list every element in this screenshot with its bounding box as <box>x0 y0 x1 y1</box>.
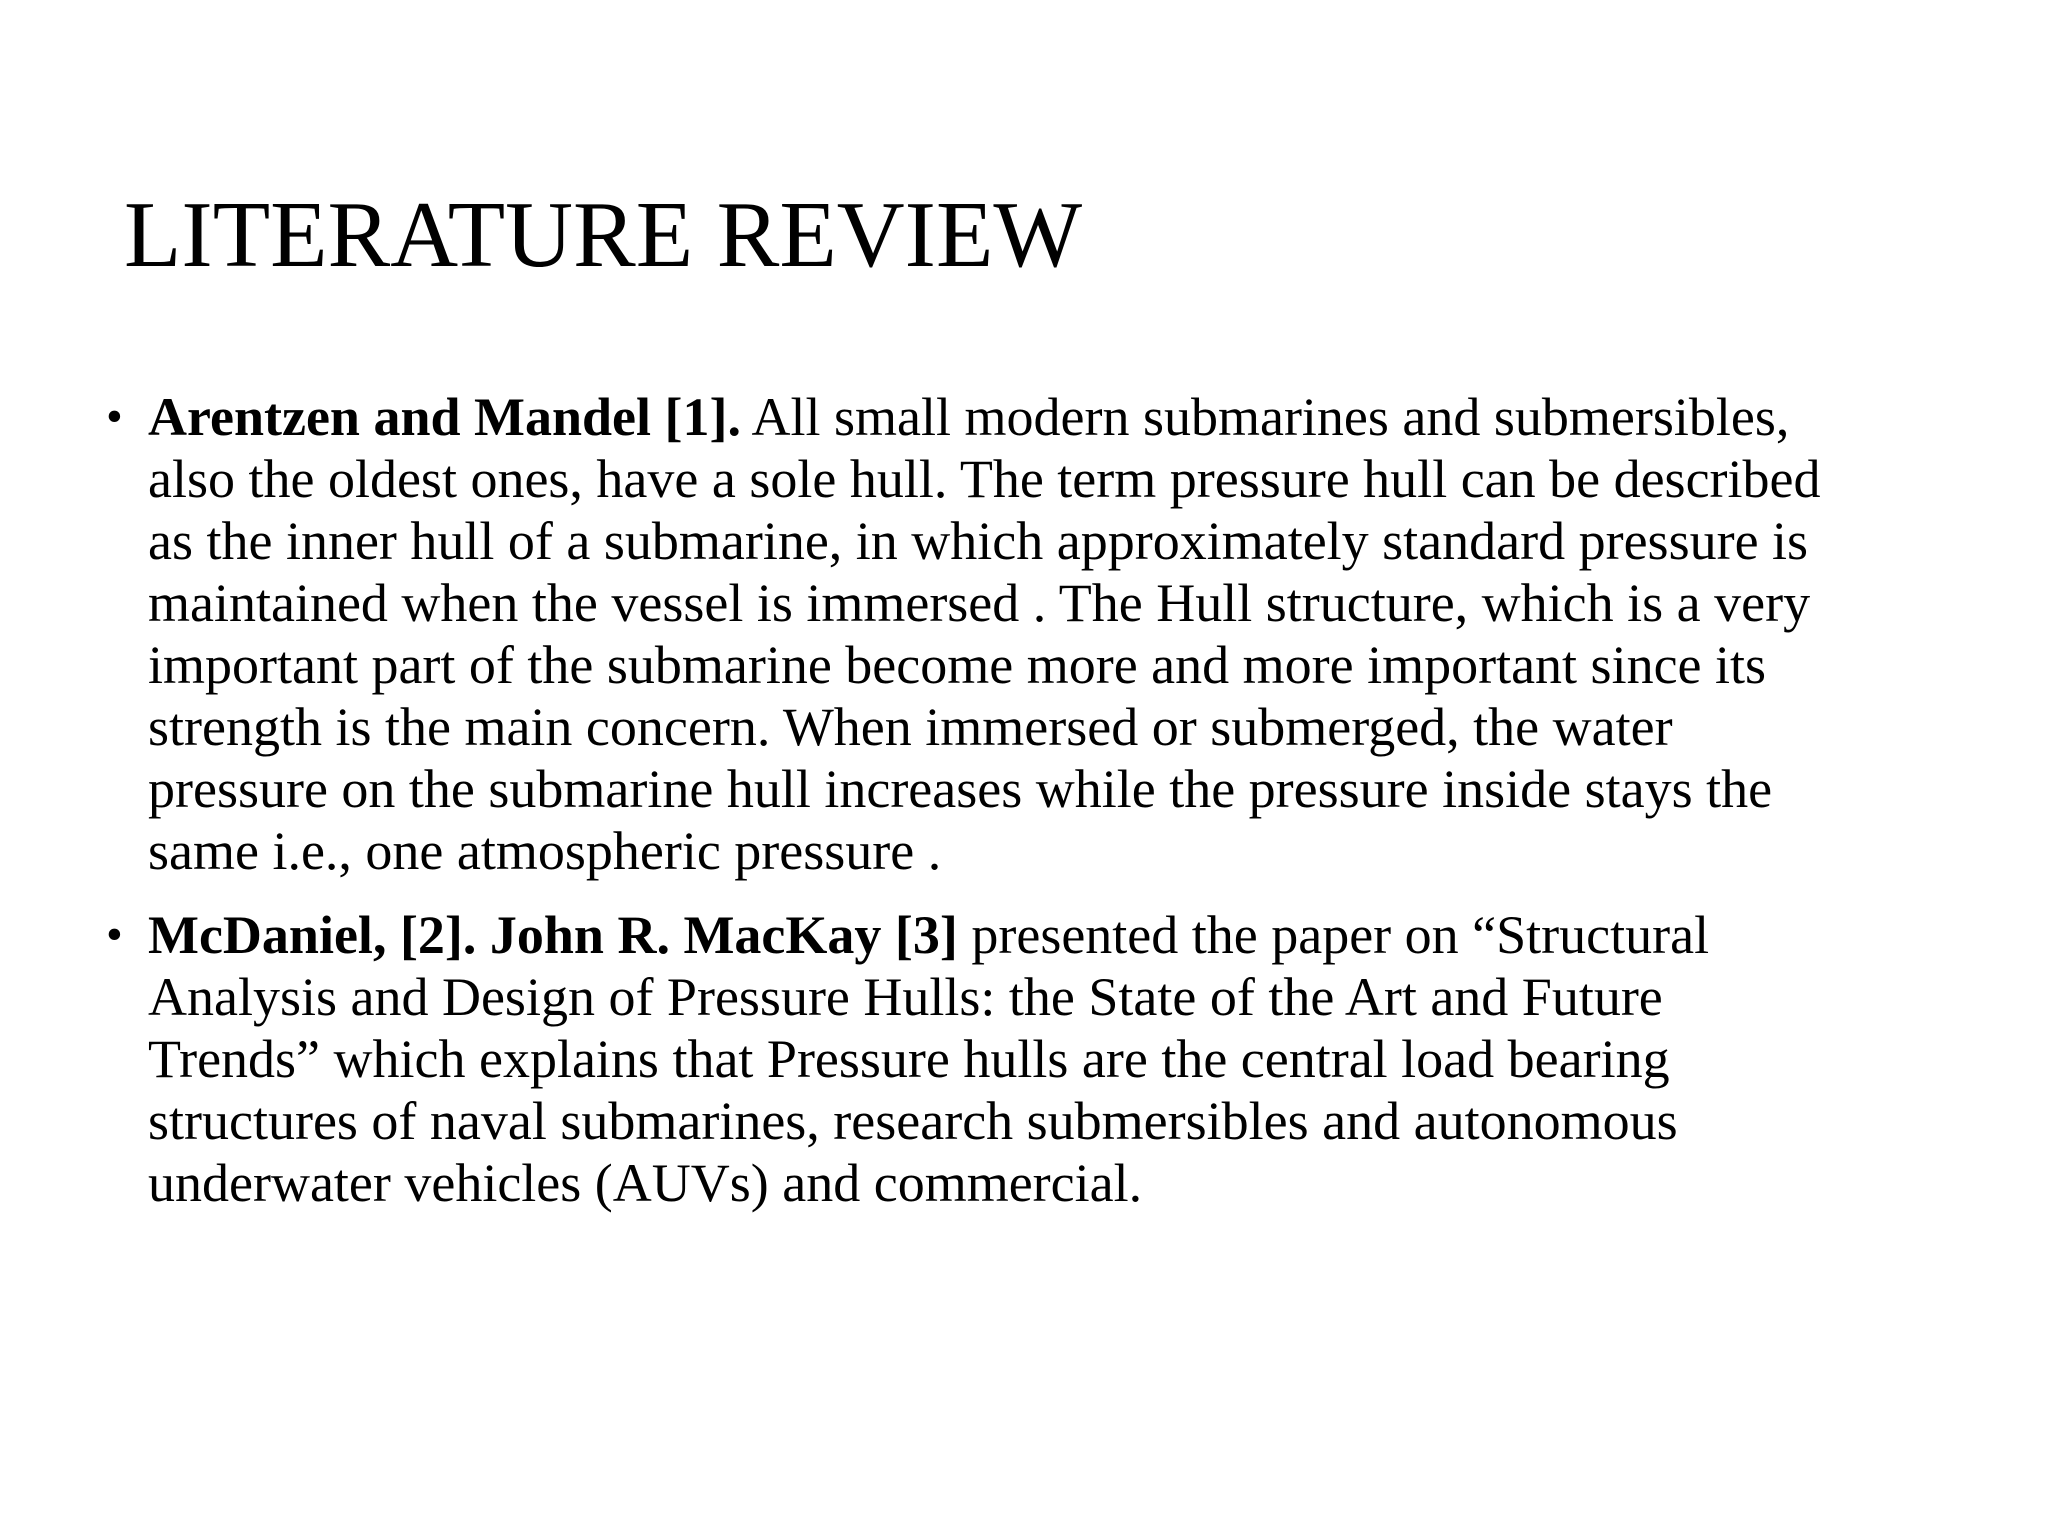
bullet-item-mcdaniel-mackay <box>106 904 1986 1214</box>
bullet-line <box>148 510 1986 572</box>
bullet-line <box>148 820 1986 882</box>
bullet-item-arentzen-mandel <box>106 386 1986 882</box>
bullet-text: also the oldest ones, have a sole hull. The term pressure hull can be described <box>148 449 1821 509</box>
citation-bold: McDaniel, [2]. John R. MacKay [3] <box>148 905 958 965</box>
bullet-text: important part of the submarine become more and more important since its <box>148 635 1767 695</box>
bullet-text: maintained when the vessel is immersed . The Hull structure, which is a very <box>148 573 1811 633</box>
bullet-line <box>148 966 1986 1028</box>
bullet-line <box>148 1028 1986 1090</box>
bullet-lines <box>148 386 1986 882</box>
bullet-line <box>148 904 1986 966</box>
bullet-line <box>148 758 1986 820</box>
bullet-text: All small modern submarines and submersibles, <box>740 387 1790 447</box>
bullet-lines <box>148 904 1986 1214</box>
bullet-text: strength is the main concern. When immersed or submerged, the water <box>148 697 1673 757</box>
bullet-line <box>148 572 1986 634</box>
bullet-line <box>148 1090 1986 1152</box>
bullet-text: presented the paper on “Structural <box>957 905 1710 965</box>
bullet-marker: • <box>106 390 123 443</box>
bullet-line <box>148 1152 1986 1214</box>
bullet-text: Analysis and Design of Pressure Hulls: the State of the Art and Future <box>148 967 1663 1027</box>
bullet-text: as the inner hull of a submarine, in which approximately standard pressure is <box>148 511 1809 571</box>
bullet-text: Trends” which explains that Pressure hulls are the central load bearing <box>148 1029 1670 1089</box>
bullet-list <box>106 386 1986 1236</box>
bullet-line <box>148 448 1986 510</box>
bullet-text: structures of naval submarines, research submersibles and autonomous <box>148 1091 1678 1151</box>
bullet-line <box>148 634 1986 696</box>
bullet-text: underwater vehicles (AUVs) and commercial. <box>148 1153 1143 1213</box>
bullet-line <box>148 696 1986 758</box>
bullet-text: same i.e., one atmospheric pressure . <box>148 821 942 881</box>
bullet-text: pressure on the submarine hull increases while the pressure inside stays the <box>148 759 1773 819</box>
bullet-marker: • <box>106 908 123 961</box>
citation-bold: Arentzen and Mandel [1]. <box>148 387 741 447</box>
slide-title: LITERATURE REVIEW <box>124 183 1083 287</box>
bullet-line <box>148 386 1986 448</box>
